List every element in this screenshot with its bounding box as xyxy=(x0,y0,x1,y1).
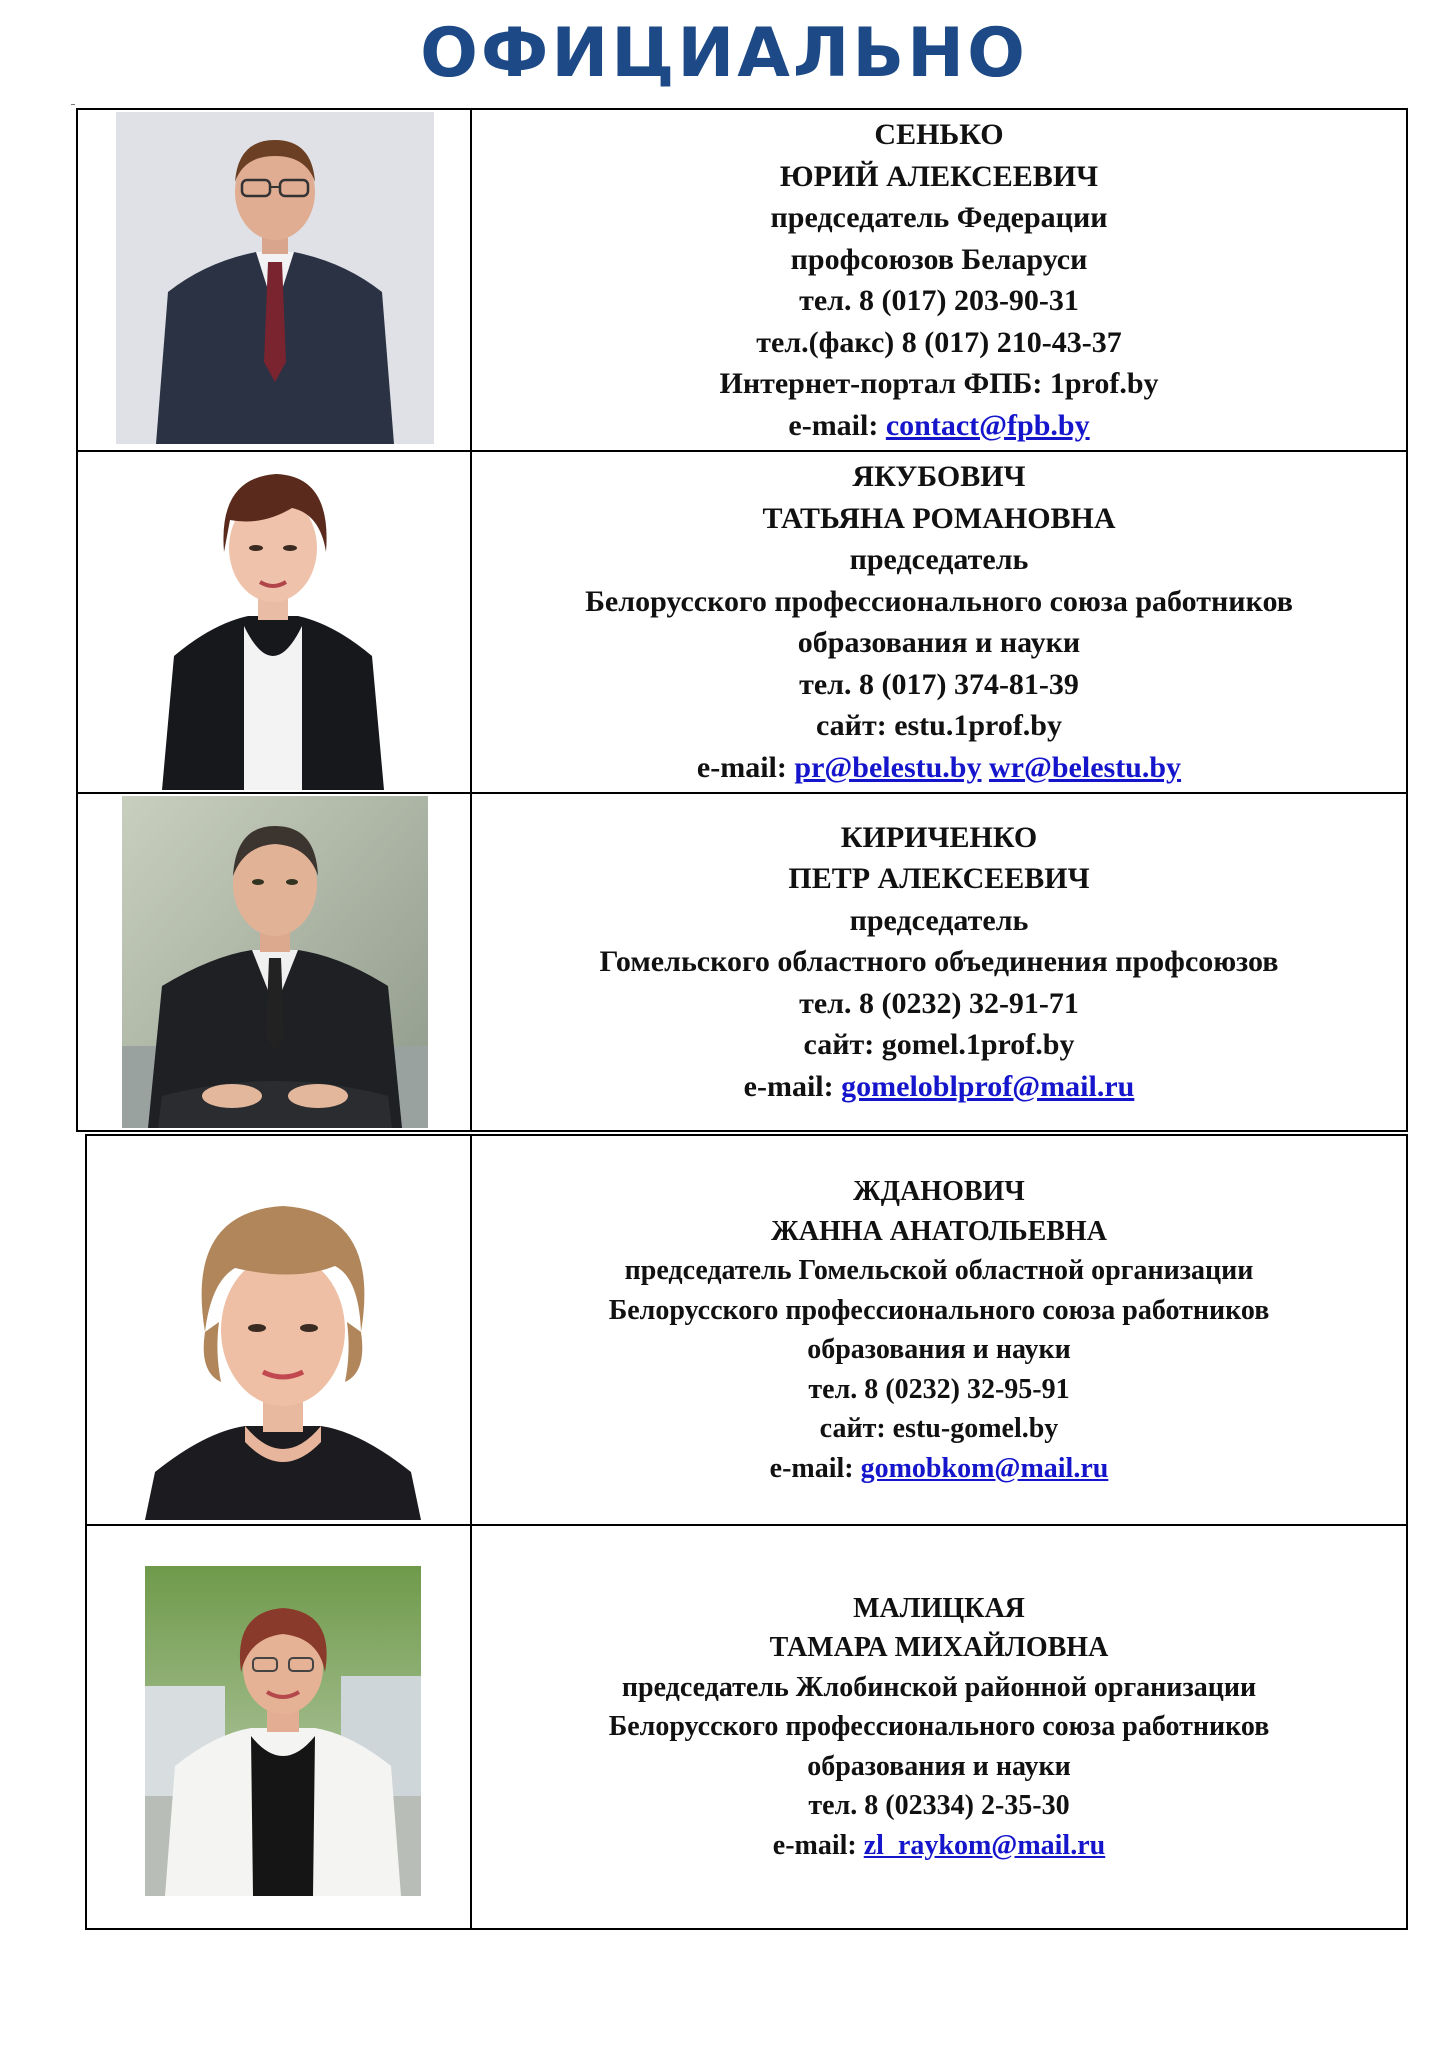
portrait-photo-malitskaya xyxy=(145,1566,421,1896)
phone: тел. 8 (017) 374-81-39 xyxy=(799,667,1079,701)
portal: Интернет-портал ФПБ: 1prof.by xyxy=(719,367,1159,400)
position-line: образования и науки xyxy=(797,626,1081,659)
contacts-table-top xyxy=(76,108,1408,1132)
email-label: e-mail: xyxy=(743,1069,834,1103)
phone: тел. 8 (0232) 32-95-91 xyxy=(808,1373,1070,1405)
full-name: ТАТЬЯНА РОМАНОВНА xyxy=(762,501,1116,535)
email-link[interactable]: gomeloblprof@mail.ru xyxy=(841,1069,1135,1103)
contact-row-senko xyxy=(78,110,1406,450)
surname: ЯКУБОВИЧ xyxy=(852,460,1026,493)
page-title: ОФИЦИАЛЬНО xyxy=(420,14,1028,93)
position-line: Белорусского профессионального союза работников xyxy=(608,1711,1270,1743)
phone: тел. 8 (02334) 2-35-30 xyxy=(808,1790,1070,1822)
email-label: e-mail: xyxy=(696,750,787,784)
full-name: ПЕТР АЛЕКСЕЕВИЧ xyxy=(788,862,1090,896)
surname: СЕНЬКО xyxy=(874,118,1004,151)
phone: тел. 8 (017) 203-90-31 xyxy=(799,284,1079,317)
email-link[interactable]: zl_raykom@mail.ru xyxy=(863,1829,1106,1861)
email-line xyxy=(788,405,1089,447)
position-line: председатель Жлобинской районной организации xyxy=(621,1671,1257,1703)
email-label: e-mail: xyxy=(772,1829,857,1861)
full-name: ЖАННА АНАТОЛЬЕВНА xyxy=(771,1215,1107,1247)
fax: тел.(факс) 8 (017) 210-43-37 xyxy=(756,325,1122,359)
surname: МАЛИЦКАЯ xyxy=(853,1592,1025,1624)
phone: тел. 8 (0232) 32-91-71 xyxy=(799,986,1079,1020)
position-line: председатель xyxy=(849,543,1029,576)
contact-row-yakubovich xyxy=(78,450,1406,792)
portrait-photo-yakubovich xyxy=(152,456,394,790)
contact-row-kirichenko xyxy=(78,792,1406,1130)
position-line: Белорусского профессионального союза работников xyxy=(585,584,1293,618)
stray-mark xyxy=(71,104,75,105)
email-line xyxy=(770,1449,1109,1489)
contact-details-yakubovich xyxy=(472,452,1406,792)
position-line: председатель Федерации xyxy=(770,201,1108,234)
full-name: ЮРИЙ АЛЕКСЕЕВИЧ xyxy=(779,159,1099,193)
portrait-photo-senko xyxy=(116,112,434,444)
portrait-photo-kirichenko xyxy=(122,796,428,1128)
email-link[interactable]: contact@fpb.by xyxy=(885,408,1090,442)
email-link[interactable]: wr@belestu.by xyxy=(988,750,1182,784)
position-line: председатель Гомельской областной организации xyxy=(624,1255,1254,1286)
website: сайт: estu-gomel.by xyxy=(819,1413,1059,1444)
position-line: образования и науки xyxy=(807,1750,1071,1782)
website: сайт: gomel.1prof.by xyxy=(803,1028,1075,1062)
surname: КИРИЧЕНКО xyxy=(840,820,1038,854)
contact-details-senko xyxy=(472,110,1406,450)
position-line: председатель xyxy=(849,903,1029,937)
email-label: e-mail: xyxy=(769,1452,854,1484)
email-label: e-mail: xyxy=(788,408,879,442)
email-link[interactable]: pr@belestu.by xyxy=(794,750,982,784)
email-line xyxy=(773,1826,1105,1866)
contacts-table-bottom xyxy=(85,1134,1408,1930)
position-line: образования и науки xyxy=(807,1334,1071,1365)
website: сайт: estu.1prof.by xyxy=(816,709,1062,742)
position-line: профсоюзов Беларуси xyxy=(790,242,1088,276)
contact-details-kirichenko xyxy=(472,794,1406,1130)
email-link[interactable]: gomobkom@mail.ru xyxy=(860,1452,1109,1484)
contact-details-zhdanovich xyxy=(472,1136,1406,1524)
contact-row-malitskaya xyxy=(87,1524,1406,1928)
position-line: Белорусского профессионального союза работников xyxy=(608,1294,1270,1326)
surname: ЖДАНОВИЧ xyxy=(853,1176,1025,1207)
email-line xyxy=(697,747,1181,789)
full-name: ТАМАРА МИХАЙЛОВНА xyxy=(769,1632,1109,1664)
contact-row-zhdanovich xyxy=(87,1136,1406,1524)
position-line: Гомельского областного объединения профсоюзов xyxy=(599,945,1279,979)
contact-details-malitskaya xyxy=(472,1526,1406,1928)
portrait-photo-zhdanovich xyxy=(145,1182,421,1520)
email-line xyxy=(744,1066,1135,1108)
